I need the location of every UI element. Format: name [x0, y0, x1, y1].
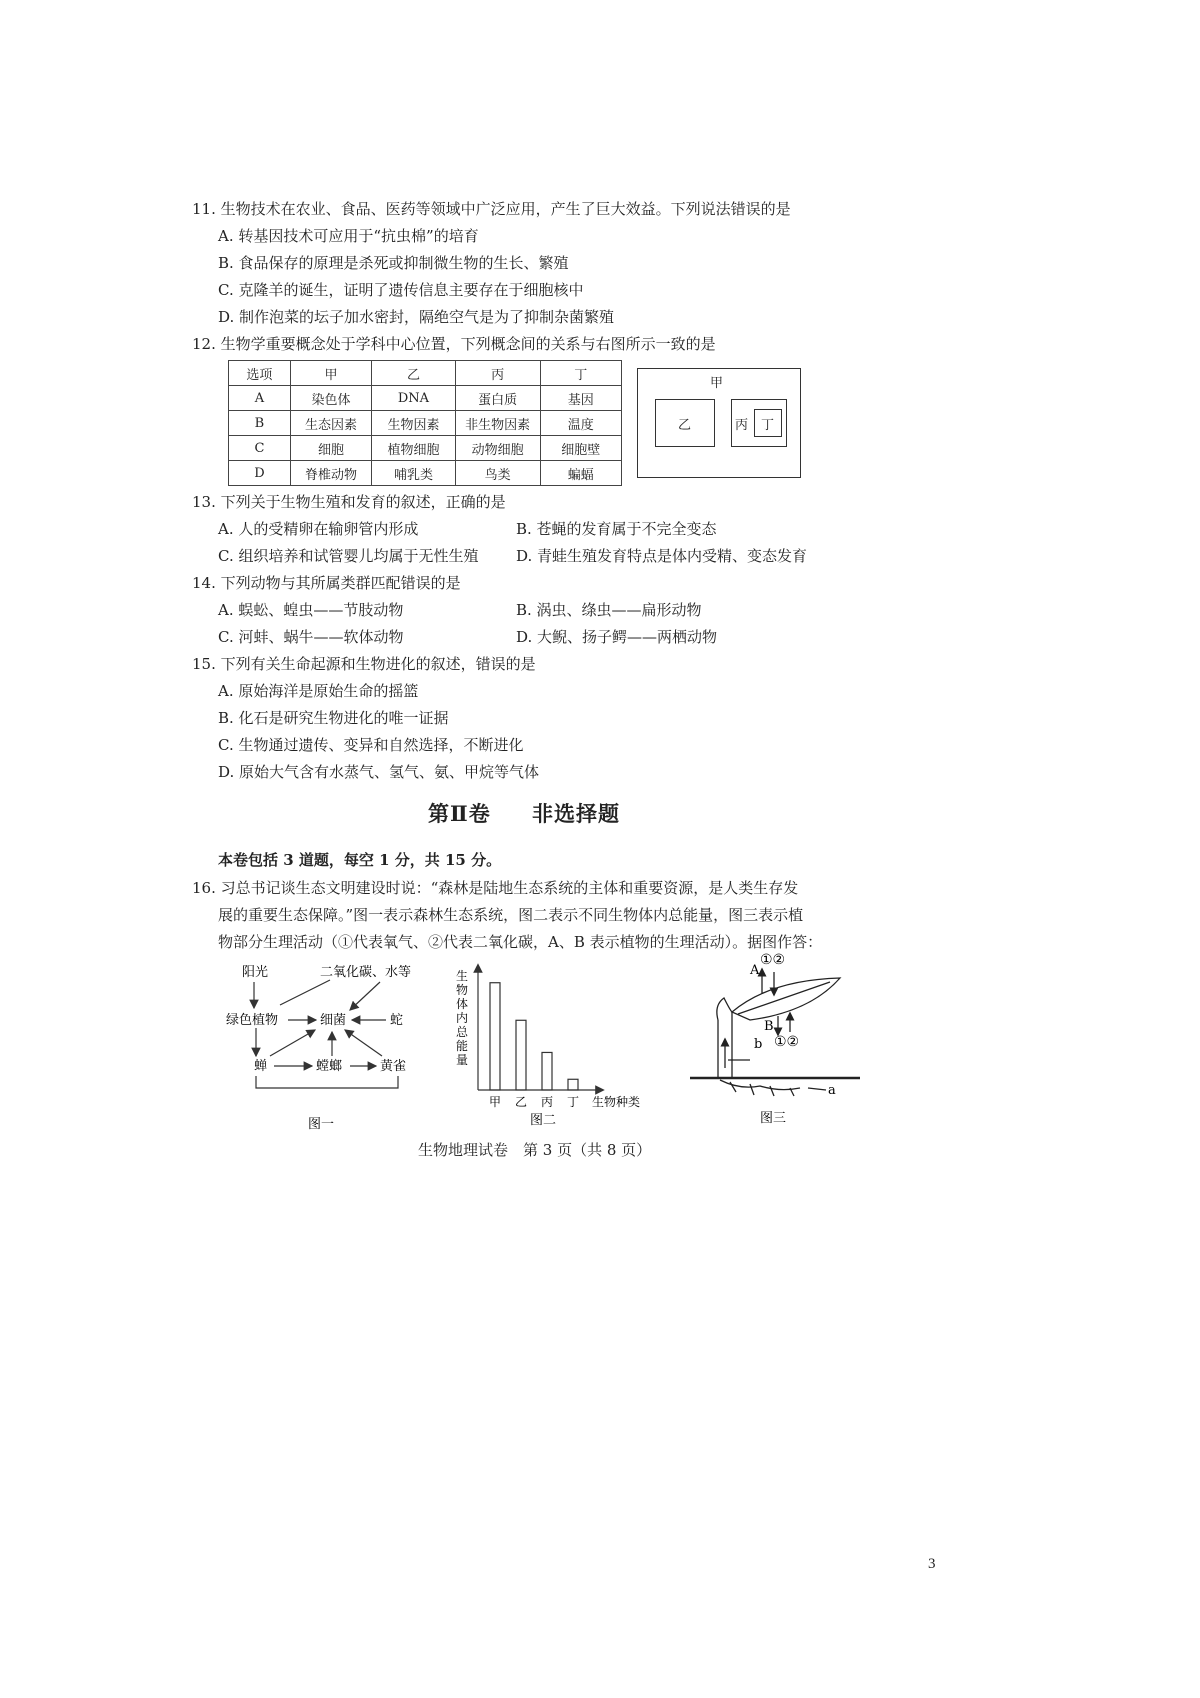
table-header-row [229, 361, 622, 386]
q15-option-b: B. 化石是研究生物进化的唯一证据 [218, 709, 449, 727]
q16-line1: 16. 习总书记谈生态文明建设时说：“森林是陆地生态系统的主体和重要资源，是人类生存发 [192, 879, 799, 897]
concept-diagram [637, 368, 801, 478]
table-cell: 生物因素 [372, 411, 455, 436]
diagram-box-bing [731, 399, 787, 447]
q14-option-d: D. 大鲵、扬子鳄——两栖动物 [516, 628, 718, 646]
q11-stem: 11. 生物技术在农业、食品、医药等领域中广泛应用，产生了巨大效益。下列说法错误的是 [192, 200, 791, 218]
diagram-label-yi: 乙 [678, 418, 692, 433]
diagram-label-bing: 丙 [735, 418, 749, 433]
table-cell: C [229, 436, 291, 461]
table-cell: B [229, 411, 291, 436]
table-header: 丙 [455, 361, 540, 386]
table-cell: D [229, 461, 291, 486]
diagram-label-jia: 甲 [710, 376, 724, 391]
section-name-title: 非选择题 [532, 801, 620, 826]
table-header: 乙 [372, 361, 455, 386]
table-cell: 蛋白质 [455, 386, 540, 411]
node-co2-water: 二氧化碳、水等 [320, 965, 412, 980]
y-label-char: 内 [456, 1011, 469, 1025]
table-header: 甲 [290, 361, 371, 386]
y-axis-label [456, 968, 469, 1067]
q13-option-c: C. 组织培养和试管婴儿均属于无性生殖 [218, 547, 479, 565]
q12-concept-table [228, 360, 622, 486]
diagram-box-yi [655, 399, 715, 447]
node-oriole: 黄雀 [380, 1059, 407, 1074]
node-green-plant: 绿色植物 [226, 1013, 279, 1028]
table-cell: 非生物因素 [455, 411, 540, 436]
q11-option-d: D. 制作泡菜的坛子加水密封，隔绝空气是为了抑制杂菌繁殖 [218, 308, 615, 326]
table-cell: 脊椎动物 [290, 461, 371, 486]
y-label-char: 物 [456, 983, 469, 997]
table-cell: 生态因素 [290, 411, 371, 436]
x-tick-label: 丁 [567, 1095, 580, 1109]
node-snake: 蛇 [390, 1013, 404, 1028]
plant-figure [690, 950, 870, 1135]
label-a-leader [808, 1088, 826, 1090]
q14-stem: 14. 下列动物与其所属类群匹配错误的是 [192, 574, 461, 592]
table-cell: 植物细胞 [372, 436, 455, 461]
food-web-figure [220, 960, 440, 1135]
fig3-caption: 图三 [760, 1111, 787, 1126]
q13-option-d: D. 青蛙生殖发育特点是体内受精、变态发育 [516, 547, 808, 565]
q14-option-c: C. 河蚌、蜗牛——软体动物 [218, 628, 404, 646]
y-label-char: 生 [456, 969, 469, 983]
section-note: 本卷包括 3 道题，每空 1 分，共 15 分。 [218, 851, 502, 869]
page-number: 3 [928, 1556, 936, 1572]
bar-甲 [490, 983, 500, 1090]
label-b: b [754, 1037, 763, 1052]
table-row [229, 461, 622, 486]
q15-option-a: A. 原始海洋是原始生命的摇篮 [218, 682, 419, 700]
diagram-label-ding: 丁 [761, 418, 775, 433]
bottom-oxygen-co2-marks: ①② [774, 1034, 800, 1050]
table-cell: 温度 [540, 411, 621, 436]
x-tick-label: 甲 [489, 1095, 502, 1109]
table-cell: 细胞 [290, 436, 371, 461]
node-cicada: 蝉 [254, 1059, 268, 1074]
q15-stem: 15. 下列有关生命起源和生物进化的叙述，错误的是 [192, 655, 536, 673]
table-row [229, 411, 622, 436]
node-sun: 阳光 [242, 965, 269, 980]
table-cell: 动物细胞 [455, 436, 540, 461]
q11-option-c: C. 克隆羊的诞生，证明了遗传信息主要存在于细胞核中 [218, 281, 584, 299]
bar-丁 [568, 1079, 578, 1090]
label-B: B [764, 1019, 774, 1034]
table-cell: A [229, 386, 291, 411]
y-label-char: 体 [456, 997, 469, 1011]
bar-乙 [516, 1020, 526, 1090]
q11-option-b: B. 食品保存的原理是杀死或抑制微生物的生长、繁殖 [218, 254, 569, 272]
q16-line3: 物部分生理活动（①代表氧气、②代表二氧化碳，A、B 表示植物的生理活动）。据图作答： [218, 933, 823, 951]
node-bacteria: 细菌 [320, 1013, 347, 1028]
table-header: 丁 [540, 361, 621, 386]
table-cell: 哺乳类 [372, 461, 455, 486]
y-label-char: 总 [456, 1025, 469, 1039]
x-tick-label: 丙 [541, 1095, 554, 1109]
label-a: a [828, 1083, 836, 1098]
table-row [229, 386, 622, 411]
table-cell: 基因 [540, 386, 621, 411]
y-label-char: 能 [456, 1039, 469, 1053]
q13-stem: 13. 下列关于生物生殖和发育的叙述，正确的是 [192, 493, 506, 511]
q15-option-c: C. 生物通过遗传、变异和自然选择，不断进化 [218, 736, 524, 754]
table-cell: 染色体 [290, 386, 371, 411]
q14-option-a: A. 蜈蚣、蝗虫——节肢动物 [218, 601, 404, 619]
bar-丙 [542, 1052, 552, 1090]
page-footer: 生物地理试卷 第 3 页（共 8 页） [418, 1141, 652, 1159]
q15-option-d: D. 原始大气含有水蒸气、氢气、氨、甲烷等气体 [218, 763, 540, 781]
energy-bar-chart [450, 960, 690, 1135]
table-row [229, 436, 622, 461]
table-header: 选项 [229, 361, 291, 386]
table-cell: 细胞壁 [540, 436, 621, 461]
q13-option-b: B. 苍蝇的发育属于不完全变态 [516, 520, 717, 538]
table-cell: 蝙蝠 [540, 461, 621, 486]
y-label-char: 量 [456, 1053, 469, 1067]
q14-option-b: B. 涡虫、绦虫——扁形动物 [516, 601, 702, 619]
fig1-caption: 图一 [308, 1117, 335, 1132]
table-cell: DNA [372, 386, 455, 411]
x-tick-label: 乙 [515, 1095, 528, 1109]
top-oxygen-co2-marks: ①② [760, 952, 786, 968]
table-cell: 鸟类 [455, 461, 540, 486]
q16-line2: 展的重要生态保障。”图一表示森林生态系统，图二表示不同生物体内总能量，图三表示植 [218, 906, 804, 924]
fig2-caption: 图二 [530, 1113, 557, 1128]
diagram-box-ding [754, 409, 782, 437]
q13-option-a: A. 人的受精卵在输卵管内形成 [218, 520, 419, 538]
q11-option-a: A. 转基因技术可应用于“抗虫棉”的培育 [218, 227, 479, 245]
x-axis-label: 生物种类 [592, 1095, 641, 1109]
label-A: A [750, 963, 760, 978]
node-mantis: 螳螂 [316, 1059, 343, 1074]
section-part-title: 第Ⅱ卷 [428, 801, 491, 826]
q12-stem: 12. 生物学重要概念处于学科中心位置，下列概念间的关系与右图所示一致的是 [192, 335, 716, 353]
